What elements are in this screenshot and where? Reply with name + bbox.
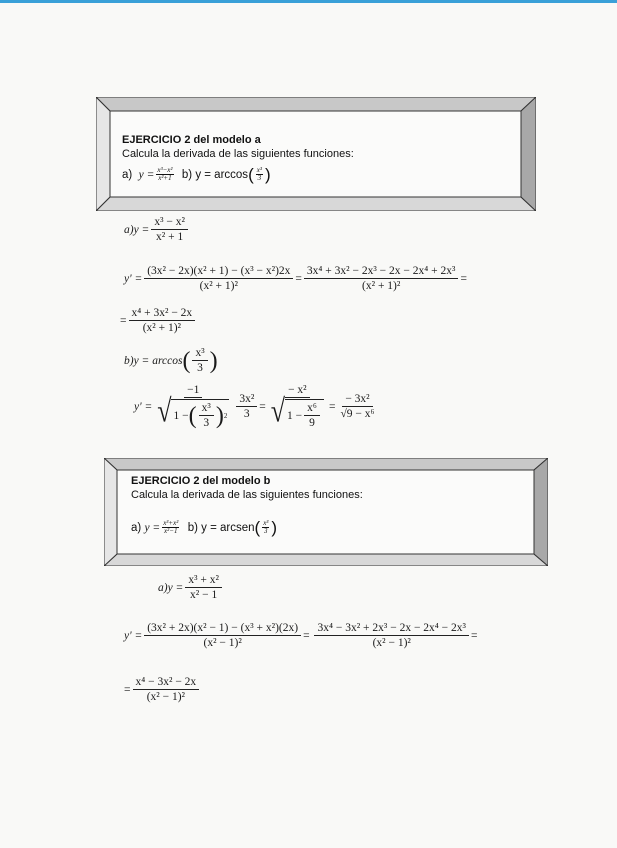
fraction-denominator: 3 [257, 174, 262, 182]
sqrt-expression: √ 1 − $\frac{\text{x⁶}}{9}$ [271, 399, 324, 429]
fraction-numerator: 3x² [236, 393, 257, 407]
fraction-numerator: x³+x² [163, 518, 179, 527]
exercise-b-box [104, 458, 548, 566]
fraction-numerator: x⁴ − 3x² − 2x [133, 676, 200, 690]
equals-sign: = [471, 629, 478, 642]
part-a-fraction [156, 167, 173, 183]
sqrt-expression: √ 1 − ( $\frac{\text{x³}}{3}$ ) 2 [157, 392, 228, 429]
exercise-a-functions: a) y = $\frac{\text{x³−x²}}{\text{x²+1}}$ b) y = arccos ( $\frac{\text{x³}}{3}$ ) [122, 165, 271, 184]
fraction-denominator: (x² − 1)² [372, 637, 411, 649]
equals-sign: = [259, 400, 266, 413]
equation-lhs: y' = [124, 272, 143, 285]
fraction-numerator: x³ − x² [151, 216, 188, 230]
fraction-numerator: −1 [184, 384, 202, 398]
fraction-denominator: 3 [264, 527, 268, 535]
part-b-label: b) y = arcsen [187, 521, 255, 534]
sol-b-a-def [158, 574, 224, 601]
fraction-denominator: 3 [197, 362, 203, 374]
fraction-denominator: (x² + 1)² [142, 322, 181, 334]
exercise-a-title: EJERCICIO 2 del modelo a [122, 134, 261, 146]
fraction-numerator: 3x⁴ + 3x² − 2x³ − 2x − 2x⁴ + 2x³ [304, 265, 459, 279]
fraction-denominator: (x² − 1)² [146, 691, 185, 703]
equals-sign: = [120, 314, 127, 327]
fraction-numerator: x³ + x² [185, 574, 222, 588]
equation-lhs: y' = [134, 400, 153, 413]
fraction-numerator: x³ [263, 518, 269, 527]
fraction-numerator: − x² [285, 384, 310, 398]
fraction-numerator: x⁶ [304, 402, 320, 416]
fraction-numerator: x³ [199, 402, 214, 416]
fraction-numerator: (3x² − 2x)(x² + 1) − (x³ − x²)2x [144, 265, 293, 279]
fraction-denominator: √9 − x⁶ [340, 408, 375, 420]
fraction-numerator: x³ [192, 347, 207, 361]
fraction-numerator: x³ [256, 165, 262, 174]
fraction-denominator: (x² − 1)² [203, 637, 242, 649]
sol-a-result [120, 307, 197, 334]
fraction-numerator: − 3x² [342, 393, 372, 407]
exercise-a-box [96, 97, 536, 211]
exercise-b-instructions: Calcula la derivada de las siguientes funciones: [131, 489, 363, 501]
fraction-denominator: x² − 1 [190, 589, 218, 601]
one-minus: 1 − [287, 409, 303, 422]
top-edge-line [0, 0, 617, 3]
equals-sign: = [295, 272, 302, 285]
equals-sign: = [124, 683, 131, 696]
equals-sign: = [460, 272, 467, 285]
part-a-lhs: y = [144, 521, 161, 534]
fraction-denominator: x²−1 [164, 527, 178, 535]
part-a-label: a) [122, 168, 133, 181]
part-b-fraction [256, 167, 263, 183]
exercise-b-functions: a) y = $\frac{\text{x³+x²}}{\text{x²−1}}$ b) y = arcsen ( $\frac{\text{x³}}{3}$ ) [131, 518, 278, 537]
sol-b-derivative [134, 384, 380, 429]
sol-b-def: b)y = arccos ( $\frac{\text{x³}}{3}$ ) [124, 347, 218, 374]
fraction-denominator: (x² + 1)² [199, 280, 238, 292]
fraction-denominator: 3 [203, 417, 210, 429]
part-a-label: a) [131, 521, 142, 534]
equation-lhs: y' = [124, 629, 143, 642]
sol-a-derivative [124, 265, 467, 292]
fraction-numerator: 3x⁴ − 3x² + 2x³ − 2x − 2x⁴ − 2x³ [314, 622, 469, 636]
fraction-denominator: x²+1 [158, 174, 172, 182]
exercise-a-instructions: Calcula la derivada de las siguientes funciones: [122, 148, 354, 160]
fraction-denominator: 3 [243, 408, 250, 420]
equation-lhs: b)y = arccos [124, 354, 183, 367]
fraction-denominator: x² + 1 [156, 231, 184, 243]
exercise-b-title: EJERCICIO 2 del modelo b [131, 475, 271, 487]
part-b-label: b) y = arccos [181, 168, 249, 181]
equals-sign: = [303, 629, 310, 642]
fraction-denominator: 9 [309, 417, 315, 429]
part-a-fraction [162, 520, 179, 536]
part-a-lhs: y = [138, 168, 155, 181]
equation-lhs: a)y = [124, 223, 150, 236]
fraction-numerator: (3x² + 2x)(x² − 1) − (x³ + x²)(2x) [144, 622, 301, 636]
fraction-numerator: x³−x² [157, 165, 173, 174]
part-b-fraction [262, 520, 269, 536]
one-minus: 1 − [173, 409, 189, 422]
sol-b-a-derivative [124, 622, 478, 649]
sol-a-def [124, 216, 190, 243]
sol-b-a-result [124, 676, 201, 703]
equation-lhs: a)y = [158, 581, 184, 594]
equals-sign: = [328, 400, 336, 413]
fraction-numerator: x⁴ + 3x² − 2x [129, 307, 196, 321]
fraction-denominator: (x² + 1)² [362, 280, 401, 292]
